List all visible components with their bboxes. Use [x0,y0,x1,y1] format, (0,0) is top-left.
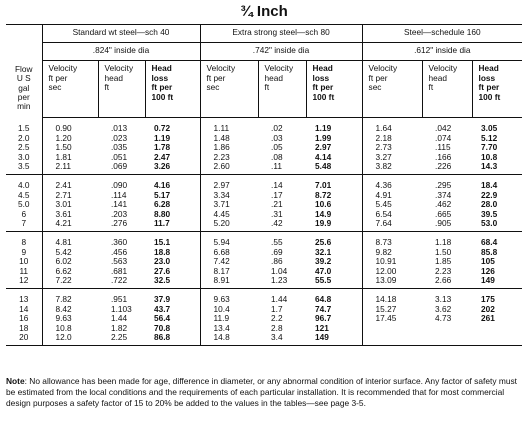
column-header-line: 100 ft [151,91,174,102]
column-header-head [258,61,306,118]
velocity-head-cell: .035 [111,142,128,153]
velocity-cell: 13.09 [362,276,422,288]
flow-header-line: gal [18,82,30,93]
friction-loss-table [6,24,522,346]
velocity-cell: 9.63 [200,288,258,304]
head-loss-cell: 1.19 [315,123,332,133]
velocity-cell: 2.60 [200,162,258,174]
table-row [6,174,522,190]
velocity-head-cell: .42 [258,219,306,231]
head-loss-cell: 19.9 [306,219,362,231]
velocity-cell: 2.73 [362,143,422,153]
group-header-sch40: Standard wt steel—sch 40 [42,25,200,43]
column-header-head [422,61,472,118]
flow-cell: 3.0 [17,151,30,162]
flow-cell: 2.5 [17,142,30,153]
velocity-head-cell: .21 [271,199,283,210]
velocity-cell: 10.91 [362,257,422,267]
head-loss-cell: 55.5 [306,276,362,288]
velocity-cell: 5.94 [200,231,258,247]
table-row [6,162,522,174]
table-row [6,219,522,231]
column-header-line: ft per [368,72,388,83]
velocity-head-cell: .681 [111,265,128,276]
head-loss-cell: 1.99 [315,132,332,143]
velocity-cell: 6.62 [42,267,98,277]
flow-cell: 2.0 [17,132,30,143]
velocity-cell: 3.82 [362,162,422,174]
inside-dia-sch40: .824" inside dia [42,43,200,61]
velocity-head-cell: .951 [111,293,128,304]
head-loss-cell: 74.7 [315,303,332,314]
head-loss-cell: 32.1 [315,246,332,257]
inside-dia-sch160: .612" inside dia [362,43,522,61]
velocity-cell: 5.42 [42,248,98,258]
velocity-head-cell: .042 [435,123,452,133]
column-header-line: sec [368,82,382,93]
column-header-velocity [42,61,98,118]
head-loss-cell: 25.6 [315,236,332,247]
flow-cell: 6 [21,208,27,219]
velocity-head-cell: .115 [435,142,451,153]
velocity-cell: 0.90 [42,118,98,134]
velocity-head-cell: .86 [271,256,283,267]
velocity-cell: 4.21 [42,219,98,231]
note-label: Note [6,376,25,386]
velocity-cell: 2.97 [200,174,258,190]
velocity-head-cell: 1.103 [111,303,132,314]
velocity-cell [362,333,422,345]
velocity-head-cell: .17 [271,189,283,200]
velocity-cell: 4.91 [362,191,422,201]
velocity-head-cell: .462 [435,199,452,210]
velocity-head-cell: .051 [111,151,128,162]
column-header-line: head [104,72,123,83]
head-loss-cell: 18.4 [481,179,498,190]
velocity-head-cell: 1.23 [258,276,306,288]
column-header-loss [145,61,200,118]
velocity-cell: 1.11 [200,118,258,134]
head-loss-cell: 1.78 [154,142,171,153]
column-header-line: ft per [206,72,226,83]
head-loss-cell: 22.9 [481,189,498,200]
velocity-head-cell: .090 [111,179,128,190]
velocity-head-cell: .905 [422,219,472,231]
head-loss-cell: 7.01 [315,179,332,190]
velocity-cell: 3.27 [362,153,422,163]
velocity-cell: 1.50 [42,143,98,153]
head-loss-cell: 121 [315,322,329,333]
column-header-loss [472,61,522,118]
velocity-cell: 2.23 [200,153,258,163]
table-row [6,324,522,334]
column-header-row [6,61,522,118]
velocity-cell: 4.36 [362,174,422,190]
velocity-cell: 2.11 [42,162,98,174]
table-body [6,118,522,346]
velocity-cell: 2.18 [362,134,422,144]
velocity-head-cell: 1.44 [111,313,128,324]
head-loss-cell: 8.80 [154,208,171,219]
head-loss-cell: 4.16 [154,179,171,190]
head-loss-cell: 14.9 [315,208,332,219]
table-row [6,276,522,288]
table-row [6,231,522,247]
head-loss-cell: 56.4 [154,313,171,324]
velocity-head-cell: .374 [435,189,452,200]
head-loss-cell: 85.8 [481,246,498,257]
head-loss-cell: 68.4 [481,236,498,247]
velocity-cell: 10.4 [200,305,258,315]
column-header-head [98,61,145,118]
flow-header-line: Flow [14,64,33,74]
flow-cell: 7 [6,219,42,231]
footnote [6,376,522,409]
head-loss-cell: 28.0 [481,199,498,210]
velocity-cell: 1.86 [200,143,258,153]
velocity-cell: 6.68 [200,248,258,258]
velocity-head-cell: 1.82 [111,322,128,333]
velocity-head-cell: .360 [111,236,128,247]
velocity-head-cell: .226 [422,162,472,174]
velocity-cell: 8.17 [200,267,258,277]
head-loss-cell: 2.47 [154,151,171,162]
head-loss-cell: 96.7 [315,313,332,324]
head-loss-cell: 5.12 [481,132,498,143]
column-header-line: loss [151,72,169,83]
velocity-head-cell: 2.25 [98,333,145,345]
velocity-head-cell: 3.62 [435,303,452,314]
velocity-cell: 3.71 [200,200,258,210]
velocity-cell: 1.48 [200,134,258,144]
velocity-head-cell: .31 [271,208,283,219]
head-loss-cell: 2.97 [315,142,332,153]
velocity-cell [362,324,422,334]
velocity-head-cell: .141 [111,199,128,210]
velocity-cell: 5.20 [200,219,258,231]
velocity-head-cell: .02 [271,123,283,133]
velocity-head-cell: .05 [271,142,283,153]
head-loss-cell: 37.9 [154,293,171,304]
velocity-cell: 11.9 [200,314,258,324]
head-loss-cell: 15.1 [154,236,171,247]
velocity-cell: 4.81 [42,231,98,247]
velocity-head-cell: .069 [98,162,145,174]
flow-header [6,25,42,118]
velocity-head-cell: .114 [111,189,127,200]
column-header-line: Velocity [206,63,236,73]
column-header-line: ft per [312,82,334,93]
velocity-head-cell: 1.04 [271,265,288,276]
velocity-cell: 14.18 [362,288,422,304]
column-header-line: Head [151,63,172,73]
head-loss-cell: 149 [472,276,522,288]
velocity-cell: 9.63 [42,314,98,324]
flow-cell: 1.5 [17,122,30,133]
column-header-velocity [362,61,422,118]
table-row [6,314,522,324]
column-header-line: Head [312,63,333,73]
head-loss-cell: 39.5 [481,208,498,219]
velocity-head-cell: 1.18 [435,236,452,247]
head-loss-cell [472,333,522,345]
page-title: ¾ Inch [240,3,288,20]
velocity-head-cell: .203 [111,208,128,219]
head-loss-cell: 23.0 [154,256,171,267]
velocity-head-cell: 1.44 [271,293,288,304]
velocity-head-cell: .074 [435,132,452,143]
velocity-cell: 13.4 [200,324,258,334]
velocity-cell: 8.91 [200,276,258,288]
velocity-head-cell: 3.13 [435,293,452,304]
velocity-head-cell: 1.7 [271,303,283,314]
velocity-cell: 2.71 [42,191,98,201]
column-header-line: Velocity [368,63,398,73]
column-header-line: ft [264,82,270,93]
velocity-head-cell: .023 [111,132,128,143]
head-loss-cell: 11.7 [145,219,200,231]
table-row [6,333,522,345]
flow-header-line: per [17,91,30,102]
flow-cell: 11 [19,265,29,276]
velocity-cell: 1.20 [42,134,98,144]
velocity-head-cell: .69 [271,246,283,257]
velocity-head-cell: 1.50 [435,246,452,257]
velocity-head-cell: 2.23 [435,265,452,276]
table-row [6,288,522,304]
head-loss-cell: 0.72 [154,123,171,133]
velocity-cell: 12.00 [362,267,422,277]
head-loss-cell: 175 [481,293,495,304]
head-loss-cell: 4.14 [315,151,332,162]
velocity-head-cell: 4.73 [435,313,452,324]
velocity-head-cell: 2.66 [422,276,472,288]
flow-cell: 8 [21,236,27,247]
table-row [6,118,522,134]
velocity-head-cell: .295 [435,179,452,190]
velocity-head-cell: .722 [98,276,145,288]
column-header-line: 100 ft [312,91,335,102]
group-header-sch80: Extra strong steel—sch 80 [200,25,362,43]
head-loss-cell: 39.2 [315,256,332,267]
velocity-cell: 6.02 [42,257,98,267]
column-header-line: sec [48,82,62,93]
group-header-sch160: Steel—schedule 160 [362,25,522,43]
head-loss-cell: 53.0 [472,219,522,231]
velocity-cell: 4.45 [200,210,258,220]
head-loss-cell: 202 [481,303,495,314]
velocity-cell: 1.64 [362,118,422,134]
velocity-cell: 3.34 [200,191,258,201]
flow-cell: 13 [19,293,29,304]
head-loss-cell: 261 [481,313,495,324]
velocity-head-cell: 1.85 [435,256,452,267]
head-loss-cell: 7.70 [481,142,498,153]
flow-header-line: min [17,101,31,112]
flow-cell: 14 [19,303,29,314]
column-header-line: loss [478,72,496,83]
column-header-line: loss [312,72,330,83]
flow-cell: 5.0 [17,199,30,210]
velocity-cell: 8.73 [362,231,422,247]
column-header-line: head [428,72,448,83]
flow-cell: 16 [19,313,29,324]
flow-cell: 4.0 [17,179,30,190]
column-header-line: Head [478,63,499,73]
velocity-head-cell: .55 [271,236,283,247]
velocity-cell: 8.42 [42,305,98,315]
column-header-line: Velocity [48,63,78,73]
head-loss-cell: 8.72 [315,189,332,200]
column-header-line: 100 ft [478,91,501,102]
velocity-head-cell: 3.4 [258,333,306,345]
velocity-head-cell: .456 [111,246,128,257]
velocity-head-cell: .665 [435,208,452,219]
column-header-line: sec [206,82,220,93]
velocity-cell: 12.0 [42,333,98,345]
head-loss-cell: 149 [306,333,362,345]
head-loss-cell: 6.28 [154,199,171,210]
column-header-line: ft per [478,82,500,93]
column-header-velocity [200,61,258,118]
flow-cell: 3.5 [6,162,42,174]
velocity-cell: 5.45 [362,200,422,210]
head-loss-cell: 3.05 [481,123,498,133]
velocity-head-cell [422,333,472,345]
head-loss-cell: 105 [481,256,495,267]
head-loss-cell: 43.7 [154,303,171,314]
head-loss-cell [472,324,522,334]
column-header-line: ft per [48,72,68,83]
column-header-line: ft per [151,82,173,93]
velocity-cell: 7.42 [200,257,258,267]
velocity-cell: 6.54 [362,210,422,220]
velocity-head-cell: .11 [258,162,306,174]
velocity-cell: 9.82 [362,248,422,258]
column-header-line: head [264,72,283,83]
velocity-cell: 7.82 [42,288,98,304]
head-loss-cell: 70.8 [154,322,171,333]
flow-cell: 10 [19,256,29,267]
velocity-cell: 3.01 [42,200,98,210]
velocity-head-cell: .14 [271,179,283,190]
velocity-head-cell: 2.8 [271,322,283,333]
velocity-head-cell: .563 [111,256,128,267]
flow-cell: 9 [21,246,27,257]
velocity-cell: 2.41 [42,174,98,190]
flow-cell: 18 [19,322,29,333]
velocity-head-cell: .013 [111,123,128,133]
velocity-cell: 10.8 [42,324,98,334]
velocity-head-cell [422,324,472,334]
head-loss-cell: 126 [481,265,495,276]
column-header-line: Velocity [264,63,294,73]
velocity-cell: 1.81 [42,153,98,163]
head-loss-cell: 5.17 [154,189,171,200]
column-header-line: Velocity [104,63,134,73]
flow-cell: 20 [6,333,42,345]
flow-cell: 4.5 [17,189,30,200]
velocity-head-cell: 2.2 [271,313,283,324]
column-header-loss [306,61,362,118]
head-loss-cell: 10.6 [315,199,332,210]
head-loss-cell: 27.6 [154,265,171,276]
velocity-cell: 17.45 [362,314,422,324]
head-loss-cell: 32.5 [145,276,200,288]
head-loss-cell: 47.0 [315,265,332,276]
head-loss-cell: 5.48 [306,162,362,174]
flow-cell: 12 [6,276,42,288]
velocity-cell: 15.27 [362,305,422,315]
head-loss-cell: 14.3 [472,162,522,174]
inside-dia-sch80: .742" inside dia [200,43,362,61]
head-loss-cell: 64.8 [315,293,332,304]
velocity-cell: 7.22 [42,276,98,288]
velocity-head-cell: .276 [98,219,145,231]
velocity-head-cell: .03 [271,132,283,143]
column-header-line: ft [428,82,434,93]
head-loss-cell: 1.19 [154,132,171,143]
note-text: : No allowance has been made for age, difference in diameter, or any abnormal condition of interior surface. Any factor of safety must be estimated from the local conditions and the requirements of each particular installation. It is recommended that for most commercial design purposes a safety factor of 15 to 20% be added to the values in the tables—see page 3-5. [6,376,518,408]
velocity-cell: 7.64 [362,219,422,231]
flow-header-line: U S [16,73,31,84]
velocity-cell: 3.61 [42,210,98,220]
velocity-head-cell: .08 [271,151,283,162]
velocity-cell: 14.8 [200,333,258,345]
head-loss-cell: 10.8 [481,151,498,162]
velocity-head-cell: .166 [435,151,452,162]
head-loss-cell: 3.26 [145,162,200,174]
head-loss-cell: 18.8 [154,246,171,257]
column-header-line: ft [104,82,110,93]
head-loss-cell: 86.8 [145,333,200,345]
column-header-line: Velocity [428,63,458,73]
